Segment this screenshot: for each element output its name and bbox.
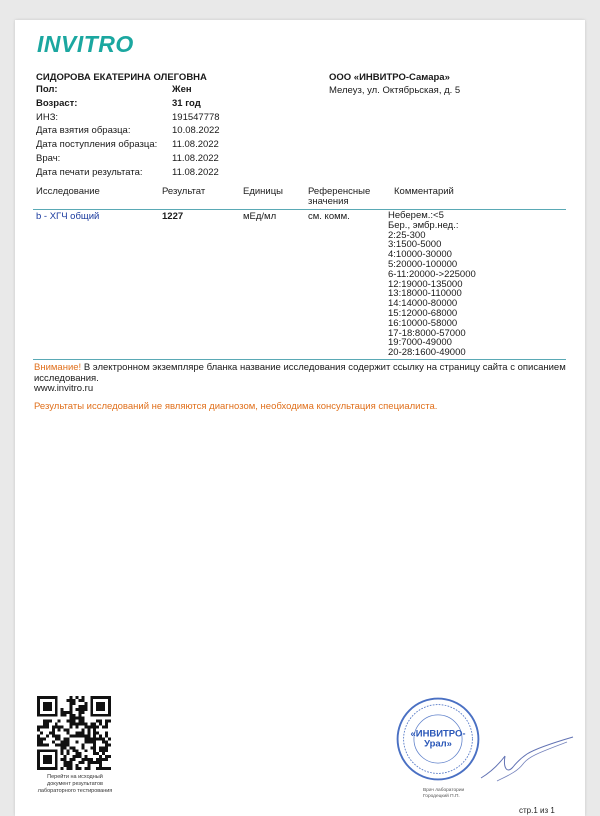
- sex-label: Пол:: [36, 84, 58, 95]
- header-reference-line1: Референсные: [308, 186, 371, 197]
- age-value: 31 год: [172, 98, 201, 109]
- org-address: Мелеуз, ул. Октябрьская, д. 5: [329, 85, 461, 96]
- comment-line: 13:18000-110000: [388, 288, 462, 300]
- comment-line: 2:25-300: [388, 229, 426, 241]
- website-link[interactable]: www.invitro.ru: [34, 383, 94, 394]
- inz-label: ИНЗ:: [36, 112, 59, 123]
- test-name-link[interactable]: b - ХГЧ общий: [36, 211, 100, 222]
- header-reference-line2: значения: [308, 196, 349, 207]
- stamp-center-line2: Урал»: [424, 738, 452, 750]
- patient-name: СИДОРОВА ЕКАТЕРИНА ОЛЕГОВНА: [36, 72, 207, 83]
- page-number: стр.1 из 1: [519, 806, 555, 815]
- header-result: Результат: [162, 186, 206, 197]
- laboratory-stamp-icon: [395, 696, 481, 782]
- header-reference: [308, 187, 370, 207]
- doctor-value: 11.08.2022: [172, 153, 219, 164]
- print-date-label: Дата печати результата:: [36, 167, 143, 178]
- receipt-date-value: 11.08.2022: [172, 139, 219, 150]
- stamp-center-line1: «ИНВИТРО-: [410, 728, 466, 740]
- notice-block: [34, 363, 569, 412]
- qr-code-icon[interactable]: [37, 696, 111, 770]
- comment-line: 15:12000-68000: [388, 307, 458, 319]
- notice-text: В электронном экземпляре бланка название исследования содержит ссылку на страницу сайта с описанием исследования.: [34, 362, 566, 384]
- signature-icon: [477, 734, 577, 786]
- receipt-date-label: Дата поступления образца:: [36, 139, 158, 150]
- disclaimer: Результаты исследований не являются диагнозом, необходима консультация специалиста.: [34, 400, 438, 412]
- table-bottom-rule: [33, 359, 566, 360]
- header-test: Исследование: [36, 186, 100, 197]
- result-units: мЕд/мл: [243, 211, 277, 222]
- qr-caption-line: Перейти на исходный: [47, 774, 103, 780]
- sample-date-value: 10.08.2022: [172, 125, 220, 136]
- comment-line: 20-28:1600-49000: [388, 347, 466, 359]
- comment-line: 12:19000-135000: [388, 278, 463, 290]
- comment-line: 4:10000-30000: [388, 249, 452, 261]
- comment-list: [388, 211, 476, 358]
- stamp-caption: [423, 788, 464, 800]
- comment-line: 5:20000-100000: [388, 258, 458, 270]
- comment-line: 19:7000-49000: [388, 337, 452, 349]
- invitro-logo: INVITRO: [37, 31, 134, 57]
- stamp-caption-line: Врач лаборатории: [423, 788, 465, 793]
- comment-line: 14:14000-80000: [388, 298, 458, 310]
- table-top-rule: [33, 209, 566, 210]
- header-comment: Комментарий: [394, 186, 454, 197]
- reference-value: см. комм.: [308, 211, 350, 222]
- notice-label: Внимание!: [34, 362, 82, 373]
- result-page: [15, 20, 585, 816]
- comment-line: 6-11:20000->225000: [388, 268, 476, 280]
- qr-caption-line: лабораторного тестирования: [37, 788, 113, 794]
- header-units: Единицы: [243, 186, 284, 197]
- sex-value: Жен: [172, 84, 192, 95]
- comment-line: 17-18:8000-57000: [388, 327, 466, 339]
- print-date-value: 11.08.2022: [172, 167, 219, 178]
- comment-line: 16:10000-58000: [388, 317, 458, 329]
- sample-date-label: Дата взятия образца:: [36, 125, 131, 136]
- age-label: Возраст:: [36, 98, 78, 109]
- result-value: 1227: [162, 211, 184, 222]
- stamp-caption-line: Городецкий П.П.: [423, 794, 460, 799]
- qr-caption: [29, 774, 121, 795]
- qr-caption-line: документ результатов: [47, 781, 103, 787]
- doctor-label: Врач:: [36, 153, 61, 164]
- inz-value: 191547778: [172, 112, 220, 123]
- comment-line: Неберем.:<5: [388, 210, 444, 221]
- comment-line: Бер., эмбр.нед.:: [388, 219, 459, 231]
- comment-line: 3:1500-5000: [388, 239, 442, 251]
- org-name: ООО «ИНВИТРО-Самара»: [329, 72, 450, 83]
